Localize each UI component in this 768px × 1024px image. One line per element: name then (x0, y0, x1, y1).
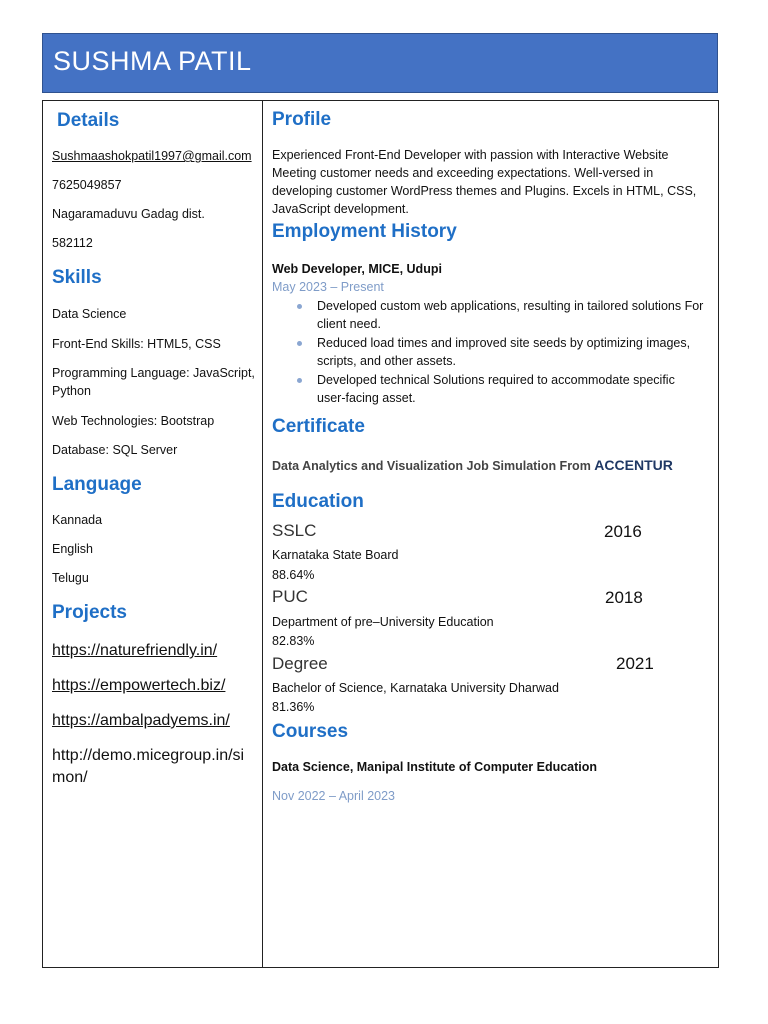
education-year: 2018 (605, 588, 643, 607)
list-item (295, 371, 705, 407)
skill-item: Database: SQL Server (52, 443, 178, 457)
details-heading: Details (57, 110, 120, 131)
bullet-icon (297, 378, 302, 383)
certificate-org: ACCENTUR (594, 457, 673, 473)
education-score: 88.64% (272, 568, 315, 582)
course-dates: Nov 2022 – April 2023 (272, 789, 396, 803)
skills-heading: Skills (52, 267, 102, 288)
skill-item: Front-End Skills: HTML5, CSS (52, 337, 221, 351)
skill-item: Data Science (52, 307, 127, 321)
education-score: 82.83% (272, 634, 315, 648)
education-score: 81.36% (272, 700, 315, 714)
project-link[interactable]: https://naturefriendly.in/ (52, 642, 218, 659)
header-banner (42, 33, 718, 93)
education-year: 2016 (604, 522, 642, 541)
skill-item: Web Technologies: Bootstrap (52, 414, 215, 428)
education-title: PUC (272, 587, 308, 606)
list-item (295, 334, 705, 370)
job-dates: May 2023 – Present (272, 280, 384, 294)
certificate-line (272, 456, 673, 475)
education-heading: Education (272, 491, 364, 512)
education-board: Karnataka State Board (272, 548, 399, 562)
courses-heading: Courses (272, 721, 349, 742)
bullet-text: Reduced load times and improved site seeds by optimizing images, scripts, and other assets. (317, 336, 691, 368)
course-title: Data Science, Manipal Institute of Computer Education (272, 760, 598, 774)
bullet-text: Developed custom web applications, resulting in tailored solutions For client need. (317, 299, 704, 331)
certificate-text: Data Analytics and Visualization Job Simulation From (272, 459, 591, 473)
education-title: SSLC (272, 521, 317, 540)
bullet-text: Developed technical Solutions required to accommodate specific user-facing asset. (317, 373, 675, 405)
education-year: 2021 (616, 654, 654, 673)
education-board: Department of pre–University Education (272, 615, 494, 629)
address: Nagaramaduvu Gadag dist. (52, 207, 205, 221)
project-link[interactable]: http://demo.micegroup.in/simon/ (52, 747, 245, 786)
profile-text: Experienced Front-End Developer with passion with Interactive Website Meeting customer needs and exceeding expectations. Well-versed in developing customer WordPress themes and Plugins. Excels in HTML, CSS, JavaScript development. (272, 148, 697, 216)
employment-heading: Employment History (272, 221, 457, 242)
job-title: Web Developer, MICE, Udupi (272, 262, 442, 276)
certificate-heading: Certificate (272, 416, 365, 437)
project-link[interactable]: https://empowertech.biz/ (52, 677, 226, 694)
projects-heading: Projects (52, 602, 127, 623)
bullet-icon (297, 304, 302, 309)
list-item (295, 297, 705, 333)
education-board: Bachelor of Science, Karnataka University Dharwad (272, 681, 559, 695)
language-item: Telugu (52, 571, 89, 585)
pincode: 582112 (52, 236, 93, 250)
column-divider (262, 100, 263, 968)
candidate-name: SUSHMA PATIL (53, 46, 252, 76)
phone-number: 7625049857 (52, 178, 122, 192)
skill-item: Programming Language: JavaScript, Python (52, 366, 255, 398)
language-heading: Language (52, 474, 142, 495)
language-item: Kannada (52, 513, 103, 527)
project-link[interactable]: https://ambalpadyems.in/ (52, 712, 230, 729)
job-bullet-list (295, 297, 705, 408)
email-link[interactable]: Sushmaashokpatil1997@gmail.com (52, 149, 252, 163)
bullet-icon (297, 341, 302, 346)
education-title: Degree (272, 654, 328, 673)
language-item: English (52, 542, 93, 556)
profile-heading: Profile (272, 109, 332, 130)
